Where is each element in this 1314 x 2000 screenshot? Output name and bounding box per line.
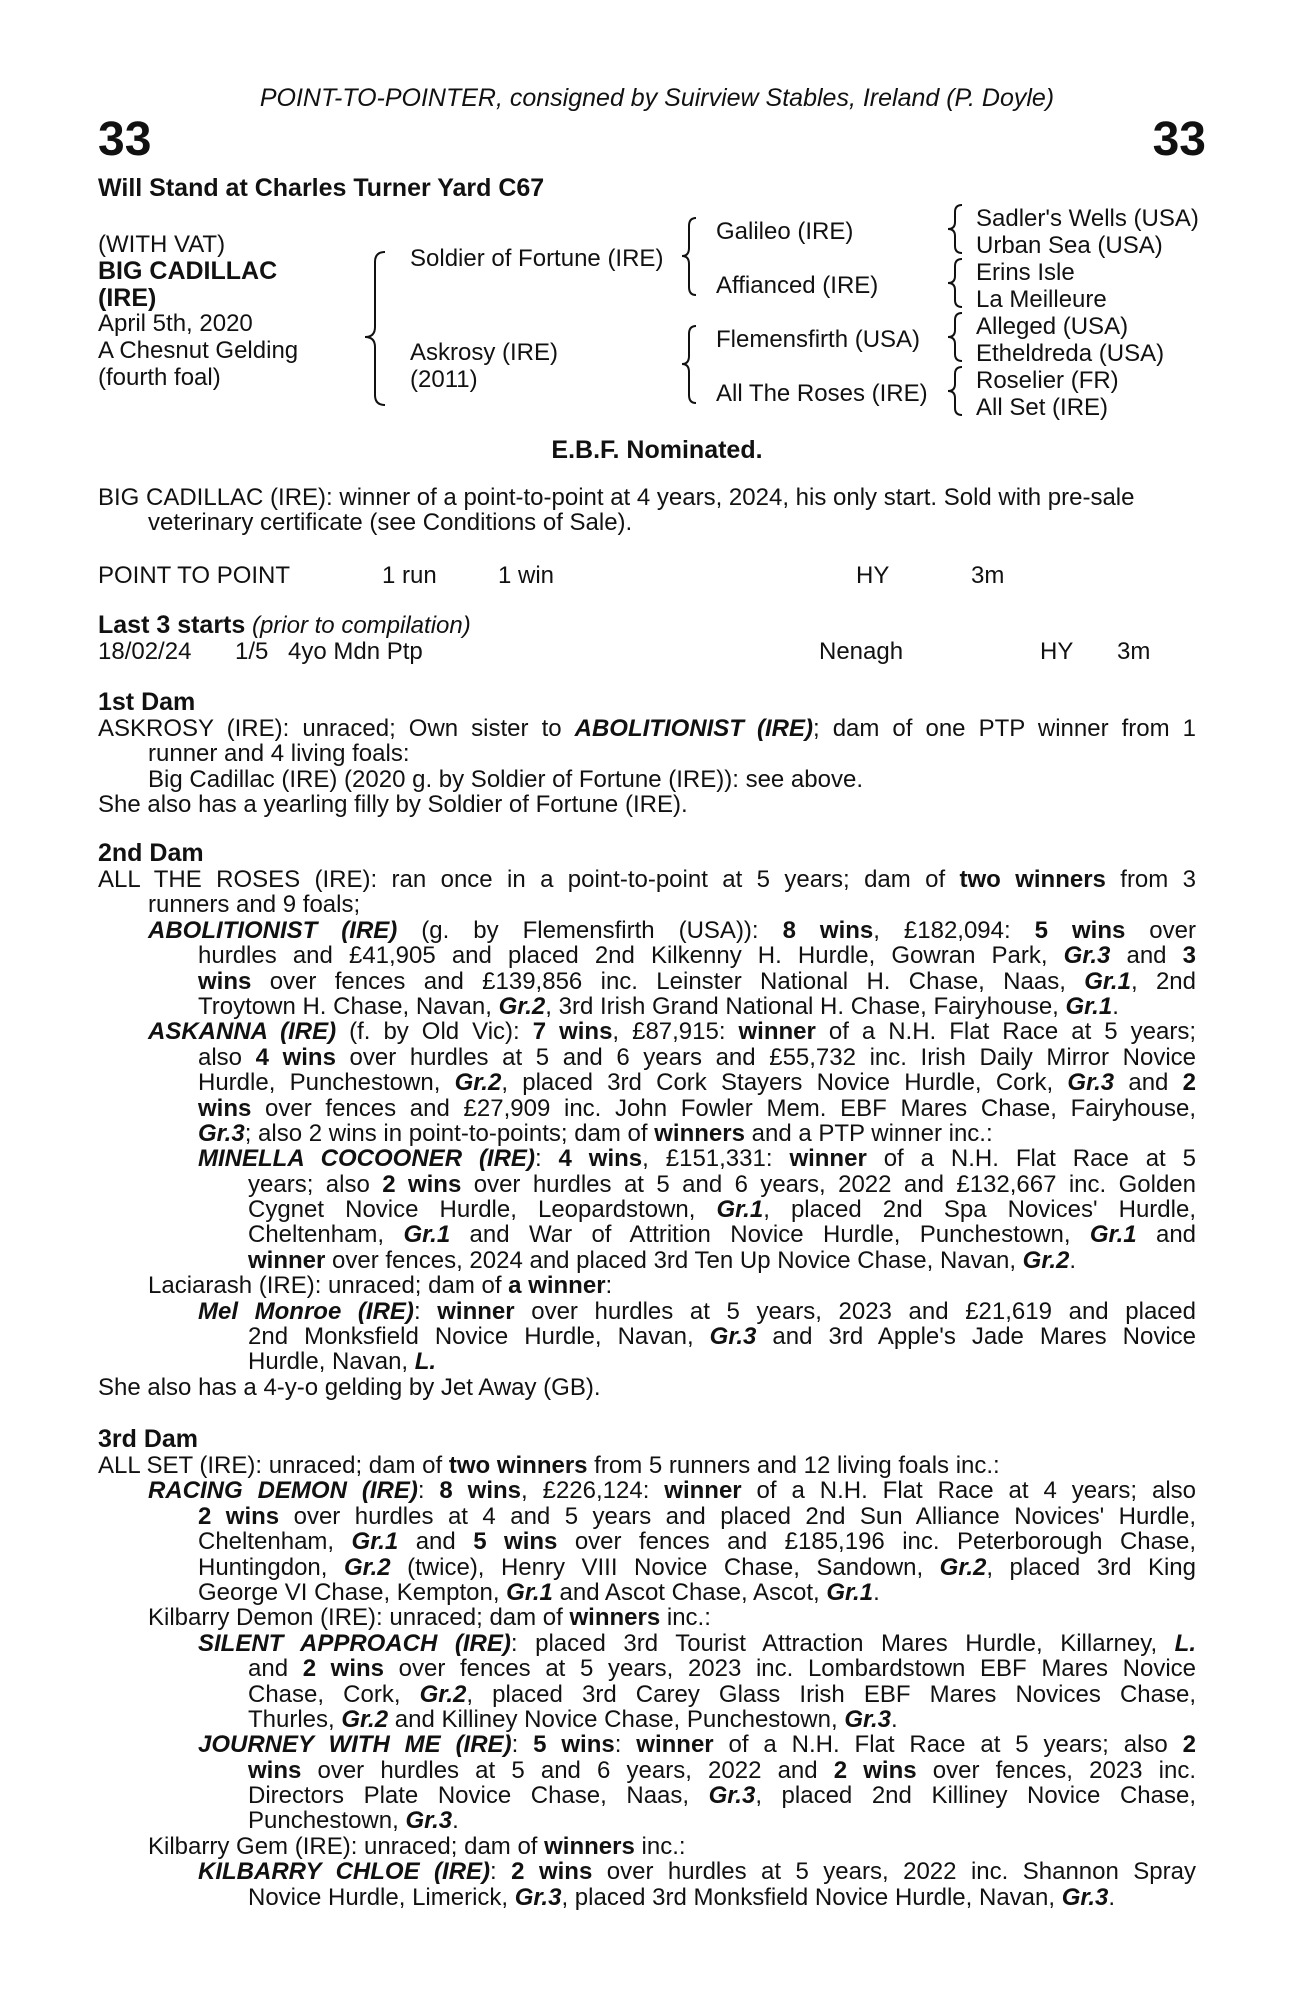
first-dam-section (98, 689, 1196, 818)
lot-number-left: 33 (98, 113, 152, 166)
progeny-line: hurdles and £41,905 and placed 2nd Kilkenny H. Hurdle, Gowran Park, Gr.3 and 3 (198, 942, 1196, 970)
last-starts-heading (98, 613, 471, 638)
progeny-askanna: ASKANNA (IRE) (f. by Old Vic): 7 wins, £87,915: winner of a N.H. Flat Race at 5 years; (148, 1018, 1196, 1046)
progeny-line: Cheltenham, Gr.1 and War of Attrition Novice Hurdle, Punchestown, Gr.1 and (248, 1221, 1197, 1249)
progeny-line: Directors Plate Novice Chase, Naas, Gr.3, placed 2nd Killiney Novice Chase, (248, 1782, 1196, 1810)
progeny-line: Hurdle, Navan, L. (248, 1348, 437, 1376)
start-position: 1/5 (235, 638, 269, 665)
pedigree-gen3-5: Alleged (USA) (976, 313, 1129, 340)
progeny-minella-cocooner: MINELLA COCOONER (IRE): 4 wins, £151,331: winner of a N.H. Flat Race at 5 (198, 1145, 1196, 1173)
progeny-line: also 4 wins over hurdles at 5 and 6 years and £55,732 inc. Irish Daily Mirror Novice (198, 1043, 1197, 1071)
first-dam-line: ASKROSY (IRE): unraced; Own sister to ABOLITIONIST (IRE); dam of one PTP winner from 1 (98, 715, 1196, 742)
progeny-line: Novice Hurdle, Limerick, Gr.3, placed 3rd Monksfield Novice Hurdle, Navan, Gr.3. (248, 1883, 1116, 1911)
progeny-line: wins over fences and £139,856 inc. Leinster National H. Chase, Naas, Gr.1, 2nd (198, 967, 1196, 995)
progeny-mel-monroe: Mel Monroe (IRE): winner over hurdles at 5 years, 2023 and £21,619 and placed (198, 1297, 1196, 1325)
lot-number-right: 33 (1152, 113, 1206, 166)
first-dam-progeny: Big Cadillac (IRE) (2020 g. by Soldier of Fortune (IRE)): see above. (148, 765, 863, 793)
pedigree-gen3-4: La Meilleure (976, 286, 1107, 313)
horse-description: A Chesnut Gelding (98, 337, 299, 364)
record-label: POINT TO POINT (98, 562, 291, 589)
progeny-racing-demon: RACING DEMON (IRE): 8 wins, £226,124: winner of a N.H. Flat Race at 4 years; also (148, 1477, 1197, 1505)
start-date: 18/02/24 (98, 638, 192, 665)
progeny-line: Cygnet Novice Hurdle, Leopardstown, Gr.1, placed 2nd Spa Novices' Hurdle, (248, 1196, 1196, 1224)
progeny-kilbarry-demon: Kilbarry Demon (IRE): unraced; dam of winners inc.: (148, 1604, 711, 1632)
start-race: 4yo Mdn Ptp (288, 638, 423, 665)
progeny-abolitionist: ABOLITIONIST (IRE) (g. by Flemensfirth (USA)): 8 wins, £182,094: 5 wins over (148, 916, 1196, 944)
pedigree-sire-sire: Galileo (IRE) (716, 218, 854, 245)
summary-line: veterinary certificate (see Conditions of Sale). (148, 509, 633, 537)
progeny-line: George VI Chase, Kempton, Gr.1 and Ascot Chase, Ascot, Gr.1. (198, 1578, 880, 1606)
progeny-line: Punchestown, Gr.3. (248, 1807, 459, 1835)
pedigree-sire-dam: Affianced (IRE) (716, 272, 879, 299)
progeny-line: winner over fences, 2024 and placed 3rd Ten Up Novice Chase, Navan, Gr.2. (248, 1246, 1077, 1274)
last-starts-note: (prior to compilation) (251, 612, 471, 639)
horse-name: BIG CADILLAC (98, 257, 278, 285)
vat-note: (WITH VAT) (98, 231, 226, 258)
last-starts-title: Last 3 starts (98, 611, 246, 639)
pedigree-gen3-1: Sadler's Wells (USA) (976, 205, 1199, 232)
horse-summary (98, 485, 1196, 536)
record-going: HY (856, 562, 890, 589)
pedigree-dam: Askrosy (IRE) (410, 339, 559, 366)
record-wins: 1 win (498, 562, 555, 589)
second-dam-section (98, 840, 1196, 1400)
progeny-line: and 2 wins over fences at 5 years, 2023 inc. Lombardstown EBF Mares Novice (248, 1655, 1196, 1683)
foal-note: (fourth foal) (98, 364, 221, 391)
progeny-line: wins over fences and £27,909 inc. John Fowler Mem. EBF Mares Chase, Fairyhouse, (198, 1094, 1196, 1122)
progeny-line: Cheltenham, Gr.1 and 5 wins over fences and £185,196 inc. Peterborough Chase, (198, 1528, 1196, 1556)
pedigree-gen3-8: All Set (IRE) (976, 394, 1109, 421)
second-dam-note: She also has a 4-y-o gelding by Jet Away (GB). (98, 1373, 601, 1401)
first-dam-line: runner and 4 living foals: (148, 740, 410, 768)
start-going: HY (1040, 638, 1074, 665)
pedigree-dam-sire: Flemensfirth (USA) (716, 326, 921, 353)
progeny-line: Gr.3; also 2 wins in point-to-points; dam of winners and a PTP winner inc.: (198, 1119, 993, 1147)
third-dam-section (98, 1426, 1196, 1910)
progeny-line: Thurles, Gr.2 and Killiney Novice Chase, Punchestown, Gr.3. (248, 1705, 898, 1733)
horse-name-suffix: (IRE) (98, 284, 157, 312)
consignment-header: POINT-TO-POINTER, consigned by Suirview Stables, Ireland (P. Doyle) (259, 84, 1055, 112)
progeny-line: Huntingdon, Gr.2 (twice), Henry VIII Novice Chase, Sandown, Gr.2, placed 3rd King (198, 1553, 1196, 1581)
record-distance: 3m (971, 562, 1005, 589)
stable-location: Will Stand at Charles Turner Yard C67 (98, 174, 545, 202)
pedigree-sire: Soldier of Fortune (IRE) (410, 245, 664, 272)
pedigree-gen3-2: Urban Sea (USA) (976, 232, 1163, 259)
third-dam-line: ALL SET (IRE): unraced; dam of two winners from 5 runners and 12 living foals inc.: (98, 1452, 1000, 1479)
progeny-silent-approach: SILENT APPROACH (IRE): placed 3rd Tourist Attraction Mares Hurdle, Killarney, L. (198, 1629, 1196, 1657)
progeny-kilbarry-chloe: KILBARRY CHLOE (IRE): 2 wins over hurdles at 5 years, 2022 inc. Shannon Spray (198, 1858, 1196, 1886)
start-course: Nenagh (819, 638, 904, 665)
ebf-nomination: E.B.F. Nominated. (551, 436, 763, 464)
pedigree-dam-dam: All The Roses (IRE) (716, 380, 928, 407)
progeny-line: Hurdle, Punchestown, Gr.2, placed 3rd Cork Stayers Novice Hurdle, Cork, Gr.3 and 2 (198, 1069, 1196, 1097)
summary-line: BIG CADILLAC (IRE): winner of a point-to-point at 4 years, 2024, his only start. Sold with pre-sale (98, 484, 1135, 511)
second-dam-line: ALL THE ROSES (IRE): ran once in a point-to-point at 5 years; dam of two winners from 3 (98, 866, 1196, 893)
progeny-laciarash: Laciarash (IRE): unraced; dam of a winner: (148, 1272, 613, 1300)
progeny-line: years; also 2 wins over hurdles at 5 and 6 years, 2022 and £132,667 inc. Golden (248, 1170, 1197, 1198)
second-dam-title: 2nd Dam (98, 839, 204, 867)
progeny-journey-with-me: JOURNEY WITH ME (IRE): 5 wins: winner of a N.H. Flat Race at 5 years; also 2 (198, 1731, 1197, 1759)
third-dam-title: 3rd Dam (98, 1425, 199, 1453)
first-dam-note: She also has a yearling filly by Soldier of Fortune (IRE). (98, 791, 688, 819)
foaling-date: April 5th, 2020 (98, 310, 253, 337)
progeny-kilbarry-gem: Kilbarry Gem (IRE): unraced; dam of winners inc.: (148, 1832, 686, 1860)
first-dam-title: 1st Dam (98, 688, 196, 716)
horse-name: ABOLITIONIST (IRE) (574, 715, 813, 742)
start-distance: 3m (1117, 638, 1151, 665)
pedigree-gen3-3: Erins Isle (976, 259, 1075, 286)
record-runs: 1 run (382, 562, 437, 589)
pedigree-gen3-7: Roselier (FR) (976, 367, 1119, 394)
pedigree-gen3-6: Etheldreda (USA) (976, 340, 1165, 367)
second-dam-line: runners and 9 foals; (148, 891, 361, 919)
progeny-line: 2nd Monksfield Novice Hurdle, Navan, Gr.3 and 3rd Apple's Jade Mares Novice (248, 1323, 1196, 1351)
progeny-line: Chase, Cork, Gr.2, placed 3rd Carey Glass Irish EBF Mares Novices Chase, (248, 1680, 1197, 1708)
pedigree-dam-year: (2011) (410, 366, 478, 393)
progeny-line: wins over hurdles at 5 and 6 years, 2022 and 2 wins over fences, 2023 inc. (248, 1756, 1197, 1784)
progeny-line: Troytown H. Chase, Navan, Gr.2, 3rd Irish Grand National H. Chase, Fairyhouse, Gr.1. (198, 992, 1119, 1020)
progeny-line: 2 wins over hurdles at 4 and 5 years and placed 2nd Sun Alliance Novices' Hurdle, (198, 1502, 1196, 1530)
